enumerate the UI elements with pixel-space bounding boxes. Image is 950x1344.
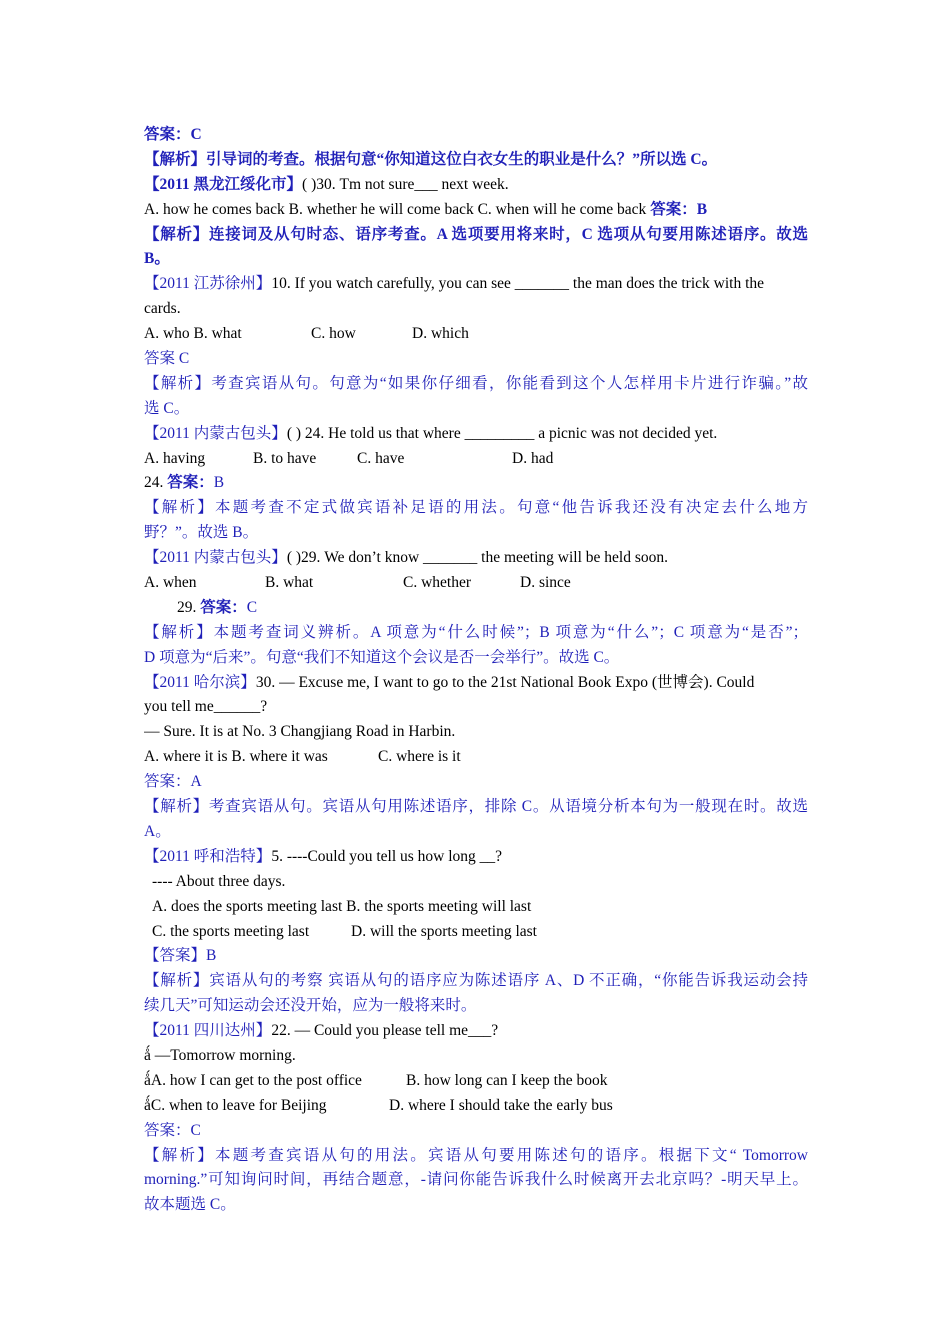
- options-line: [144, 745, 808, 770]
- answer-text: 答案：C: [144, 1121, 201, 1139]
- question-line: [144, 422, 808, 447]
- source-tag: 【2011 四川达州】: [144, 1022, 272, 1040]
- source-tag: 【2011 内蒙古包头】: [144, 424, 287, 442]
- option-d: D. since: [520, 574, 571, 592]
- analysis-line: [144, 969, 808, 994]
- analysis-line: [144, 148, 808, 173]
- question-line: [144, 1019, 808, 1044]
- question-line: [152, 870, 816, 895]
- analysis-text: 【解析】本题考查不定式做宾语补足语的用法。句意“他告诉我还没有决定去什么地方: [144, 499, 808, 517]
- analysis-text: 【解析】宾语从句的考察 宾语从句的语序应为陈述语序 A、D 不正确，“你能告诉我运动会持: [144, 972, 808, 990]
- analysis-line: [144, 397, 808, 422]
- question-text: cards.: [144, 300, 181, 318]
- answer-line: [144, 770, 808, 795]
- option-c: ǻC. when to leave for Beijing: [144, 1096, 327, 1114]
- analysis-line: [144, 372, 808, 397]
- analysis-text: 【解析】考查宾语从句。句意为“如果你仔细看，你能看到这个人怎样用卡片进行诈骗。”故: [144, 374, 808, 392]
- option-d: D. which: [412, 325, 469, 343]
- analysis-text: 【解析】考查宾语从句。宾语从句用陈述语序，排除 C。从语境分析本句为一般现在时。故选: [144, 798, 808, 816]
- question-text: ( )29. We don’t know _______ the meeting will be held soon.: [286, 549, 668, 567]
- analysis-text: B。: [144, 250, 170, 268]
- answer-label: 答案：: [167, 474, 214, 492]
- source-tag: 【2011 哈尔滨】: [144, 673, 256, 691]
- analysis-text: 【解析】连接词及从句时态、语序考查。A 选项要用将来时，C 选项从句要用陈述语序。故选: [144, 225, 808, 243]
- question-line: [144, 720, 808, 745]
- option-b: B. to have: [253, 449, 317, 467]
- analysis-line: [144, 820, 808, 845]
- answer-text: 答案：B: [650, 200, 708, 218]
- analysis-line: [144, 795, 808, 820]
- option-a: ǻA. how I can get to the post office: [144, 1071, 362, 1089]
- question-line: [144, 272, 808, 297]
- analysis-text: 【解析】引导词的考查。根据句意“你知道这位白衣女生的职业是什么？”所以选 C。: [144, 150, 718, 168]
- question-text: you tell me______?: [144, 698, 268, 716]
- option-c: C. have: [357, 449, 405, 467]
- question-text: 5. ----Could you tell us how long __?: [271, 847, 503, 865]
- question-line: [144, 297, 808, 322]
- analysis-line: [144, 247, 808, 272]
- analysis-line: [144, 1168, 808, 1193]
- analysis-line: [144, 1193, 808, 1218]
- option-a-b: A. where it is B. where it was: [144, 748, 328, 766]
- option-a: A. when: [144, 574, 197, 592]
- question-line: [144, 546, 808, 571]
- analysis-text: morning.”可知询问时间，再结合题意，-请问你能告诉我什么时候离开去北京吗？-明天早上。: [144, 1171, 808, 1189]
- question-line: [144, 845, 808, 870]
- answer-line: [144, 123, 808, 148]
- options-line: [144, 198, 808, 223]
- option-c: C. where is it: [378, 748, 461, 766]
- option-c: C. the sports meeting last: [152, 922, 310, 940]
- question-line: [144, 695, 808, 720]
- question-text: — Sure. It is at No. 3 Changjiang Road in Harbin.: [144, 723, 456, 741]
- option-a: A. having: [144, 449, 206, 467]
- answer-line: [144, 1119, 808, 1144]
- answer-label: 【答案】: [144, 947, 207, 965]
- answer-text: 答案：C: [144, 126, 202, 143]
- analysis-text: 故本题选 C。: [144, 1196, 236, 1214]
- question-line: [144, 1044, 808, 1069]
- option-d: D. where I should take the early bus: [389, 1096, 613, 1114]
- answer-label: 答案：: [200, 598, 247, 616]
- option-c: C. whether: [403, 574, 472, 592]
- options-line: [152, 920, 816, 945]
- options-text: A. does the sports meeting last B. the sports meeting will last: [152, 897, 532, 915]
- document-page: [0, 123, 950, 1218]
- analysis-text: D 项意为“后来”。句意“我们不知道这个会议是否一会举行”。故选 C。: [144, 648, 620, 666]
- analysis-line: [144, 521, 808, 546]
- question-text: 30. — Excuse me, I want to go to the 21st National Book Expo (世博会). Could: [255, 673, 755, 691]
- question-text: ---- About three days.: [152, 872, 286, 890]
- question-text: ( ) 24. He told us that where _________ a picnic was not decided yet.: [286, 424, 718, 442]
- option-b: B. how long can I keep the book: [406, 1071, 608, 1089]
- answer-line: [144, 347, 808, 372]
- analysis-line: [144, 223, 808, 248]
- analysis-line: [144, 1144, 808, 1169]
- question-text: 22. — Could you please tell me___?: [271, 1022, 499, 1040]
- options-line: [144, 447, 808, 472]
- answer-number: 24.: [144, 474, 168, 492]
- option-d: D. will the sports meeting last: [351, 922, 537, 940]
- source-tag: 【2011 呼和浩特】: [144, 847, 272, 865]
- analysis-line: [144, 994, 808, 1019]
- analysis-text: 选 C。: [144, 399, 190, 417]
- question-text: 10. If you watch carefully, you can see _______ the man does the trick with the: [271, 275, 765, 293]
- source-tag: 【2011 内蒙古包头】: [144, 549, 287, 567]
- source-tag: 【2011 江苏徐州】: [144, 275, 272, 293]
- question-line: [144, 671, 808, 696]
- analysis-text: 野？”。故选 B。: [144, 524, 259, 542]
- option-c: C. how: [311, 325, 356, 343]
- options-line: [144, 571, 808, 596]
- analysis-line: [144, 496, 808, 521]
- analysis-line: [144, 621, 808, 646]
- option-a-b: A. who B. what: [144, 325, 242, 343]
- answer-line: [144, 471, 808, 496]
- question-text: ( )30. Tm not sure___ next week.: [302, 175, 509, 193]
- options-text: A. how he comes back B. whether he will come back C. when will he come back: [144, 200, 651, 218]
- options-line: [152, 895, 816, 920]
- option-d: D. had: [512, 449, 554, 467]
- answer-value: B: [206, 947, 217, 965]
- options-line: [144, 1069, 808, 1094]
- options-line: [144, 1094, 808, 1119]
- analysis-text: A。: [144, 822, 171, 840]
- analysis-line: [144, 646, 808, 671]
- analysis-text: 【解析】本题考查宾语从句的用法。宾语从句要用陈述句的语序。根据下文“ Tomorrow: [144, 1146, 808, 1164]
- answer-text: 答案 C: [144, 350, 190, 368]
- answer-line: [177, 596, 841, 621]
- question-line: [144, 173, 808, 198]
- source-tag: 【2011 黑龙江绥化市】: [144, 175, 303, 193]
- answer-text: 答案：A: [144, 773, 202, 791]
- answer-value: B: [213, 474, 225, 492]
- answer-number: 29.: [177, 598, 201, 616]
- option-b: B. what: [265, 574, 314, 592]
- answer-value: C: [246, 598, 258, 616]
- analysis-text: 续几天”可知运动会还没开始，应为一般将来时。: [144, 997, 477, 1015]
- options-line: [144, 322, 808, 347]
- question-text: ǻ —Tomorrow morning.: [144, 1046, 296, 1064]
- analysis-text: 【解析】本题考查词义辨析。A 项意为“什么时候”；B 项意为“什么”；C 项意为“是否”；: [144, 623, 808, 641]
- answer-line: [144, 944, 808, 969]
